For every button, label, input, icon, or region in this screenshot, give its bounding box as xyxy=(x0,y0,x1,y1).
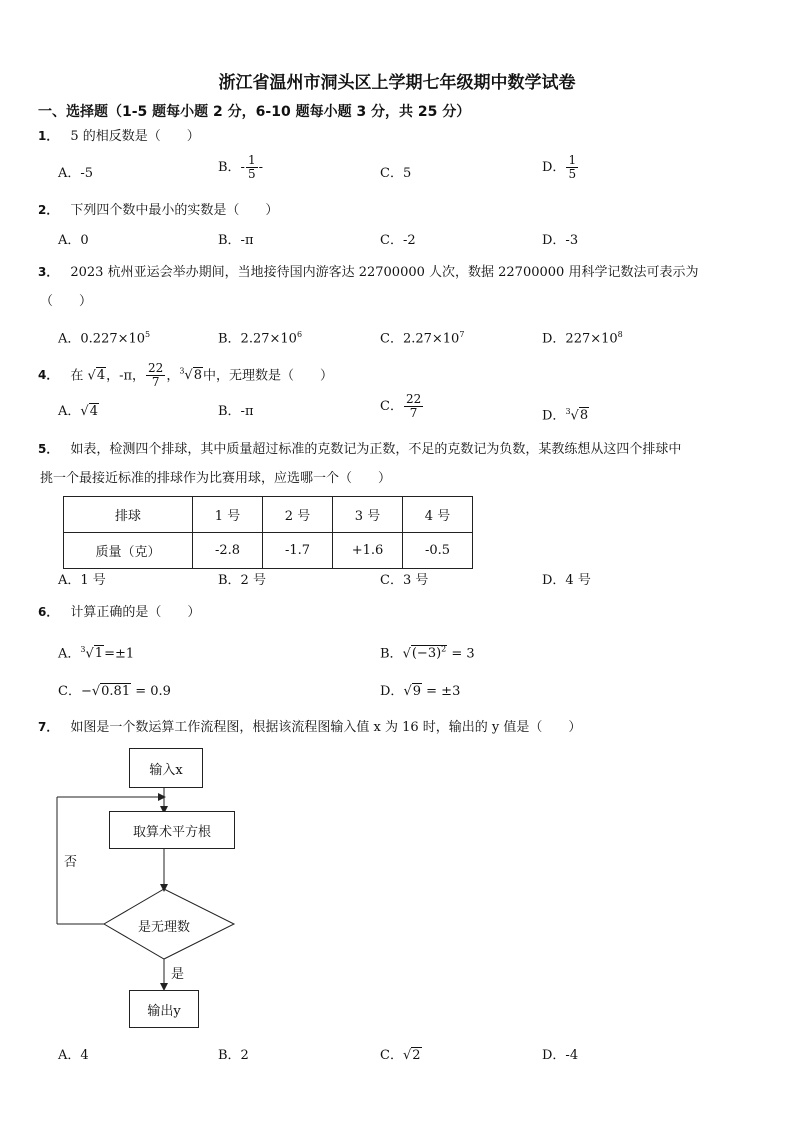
option-a[interactable]: A．$^3$√1=±1 xyxy=(58,645,135,662)
fraction: $\frac{1}{5}$ xyxy=(568,153,577,181)
option-d[interactable]: D．$227\times 10^8$ xyxy=(542,330,623,347)
option-a[interactable]: A．$0.227\times 10^5$ xyxy=(58,330,151,347)
option-c[interactable]: C． $\frac{22}{7}$ xyxy=(380,392,422,420)
flowchart-yes-label: 是 xyxy=(171,967,185,982)
option-a[interactable]: A．0 xyxy=(58,233,89,248)
option-a[interactable]: A．4 xyxy=(58,1048,89,1063)
question-number: 5． xyxy=(38,442,59,456)
fraction: $\frac{1}{5}$ xyxy=(247,153,256,181)
option-d[interactable]: D． $\frac{1}{5}$ xyxy=(542,153,577,181)
option-a[interactable]: A．-5 xyxy=(58,166,94,181)
option-d[interactable]: D．-3 xyxy=(542,233,579,248)
answer-blank: （ ） xyxy=(40,294,93,309)
option-d[interactable]: D．4 号 xyxy=(542,573,591,588)
cbrt-expression: $^3$√8 xyxy=(179,367,202,384)
option-a[interactable]: A．√4 xyxy=(58,404,98,419)
option-c[interactable]: C．−√0.81 = 0.9 xyxy=(58,684,171,699)
option-b[interactable]: B．-π xyxy=(218,404,254,419)
flowchart-decision: 是无理数 xyxy=(138,920,191,935)
question-text-cont: 挑一个最接近标准的排球作为比赛用球，应选哪一个（ ） xyxy=(40,471,392,486)
option-b[interactable]: B．- $\frac{1}{5}$ - xyxy=(218,153,263,181)
table-row: 排球 1 号 2 号 3 号 4 号 xyxy=(64,497,473,533)
option-c[interactable]: C．-2 xyxy=(380,233,416,248)
question-text: 5 的相反数是（ ） xyxy=(70,129,200,144)
section-heading: 一、选择题（1-5 题每小题 2 分，6-10 题每小题 3 分，共 25 分） xyxy=(38,104,471,120)
option-d[interactable]: D．-4 xyxy=(542,1048,579,1063)
option-c[interactable]: C．√2 xyxy=(380,1048,421,1063)
option-a[interactable]: A．1 号 xyxy=(58,573,106,588)
question-text: 如表，检测四个排球，其中质量超过标准的克数记为正数，不足的克数记为负数，某教练想从这四个排球中 xyxy=(70,442,682,457)
fraction: $\frac{22}{7}$ xyxy=(148,361,164,390)
question-4: 4． 在 √4，-π， $\frac{22}{7}$ ，$^3$√8中，无理数是（ ） xyxy=(38,361,334,390)
question-number: 6． xyxy=(38,605,59,619)
option-c[interactable]: C．3 号 xyxy=(380,573,429,588)
option-d[interactable]: D．$^3$√8 xyxy=(542,407,589,424)
question-number: 4． xyxy=(38,368,59,383)
table-row: 质量（克） -2.8 -1.7 +1.6 -0.5 xyxy=(64,533,473,569)
question-text: 2023 杭州亚运会举办期间，当地接待国内游客达 22700000 人次，数据 22700000 用科学记数法可表示为 xyxy=(70,265,699,280)
question-number: 7． xyxy=(38,720,59,734)
option-b[interactable]: B．2 xyxy=(218,1048,249,1063)
question-number: 1． xyxy=(38,129,59,143)
option-c[interactable]: C．5 xyxy=(380,166,412,181)
question-text: 如图是一个数运算工作流程图，根据该流程图输入值 x 为 16 时，输出的 y 值是（ ） xyxy=(70,720,582,735)
option-b[interactable]: B．2 号 xyxy=(218,573,266,588)
question-text: 下列四个数中最小的实数是（ ） xyxy=(70,203,279,218)
option-b[interactable]: B．-π xyxy=(218,233,254,248)
page-title: 浙江省温州市洞头区上学期七年级期中数学试卷 xyxy=(218,73,576,93)
option-c[interactable]: C．$2.27\times 10^7$ xyxy=(380,330,465,347)
flowchart-no-label: 否 xyxy=(64,855,78,870)
option-d[interactable]: D．√9 = ±3 xyxy=(380,684,461,699)
option-b[interactable]: B．$2.27\times 10^6$ xyxy=(218,330,303,347)
option-b[interactable]: B．$√(-3)^2 = 3$ xyxy=(380,645,475,662)
flowchart-input-box: 输入x xyxy=(129,748,203,788)
sqrt-expression: √4 xyxy=(87,368,106,384)
question-number: 2． xyxy=(38,203,59,217)
flowchart-process-box: 取算术平方根 xyxy=(109,811,235,849)
flowchart-output-box: 输出y xyxy=(129,990,199,1028)
fraction: $\frac{22}{7}$ xyxy=(405,392,422,420)
question-number: 3． xyxy=(38,265,59,279)
question-text: 计算正确的是（ ） xyxy=(70,605,201,620)
